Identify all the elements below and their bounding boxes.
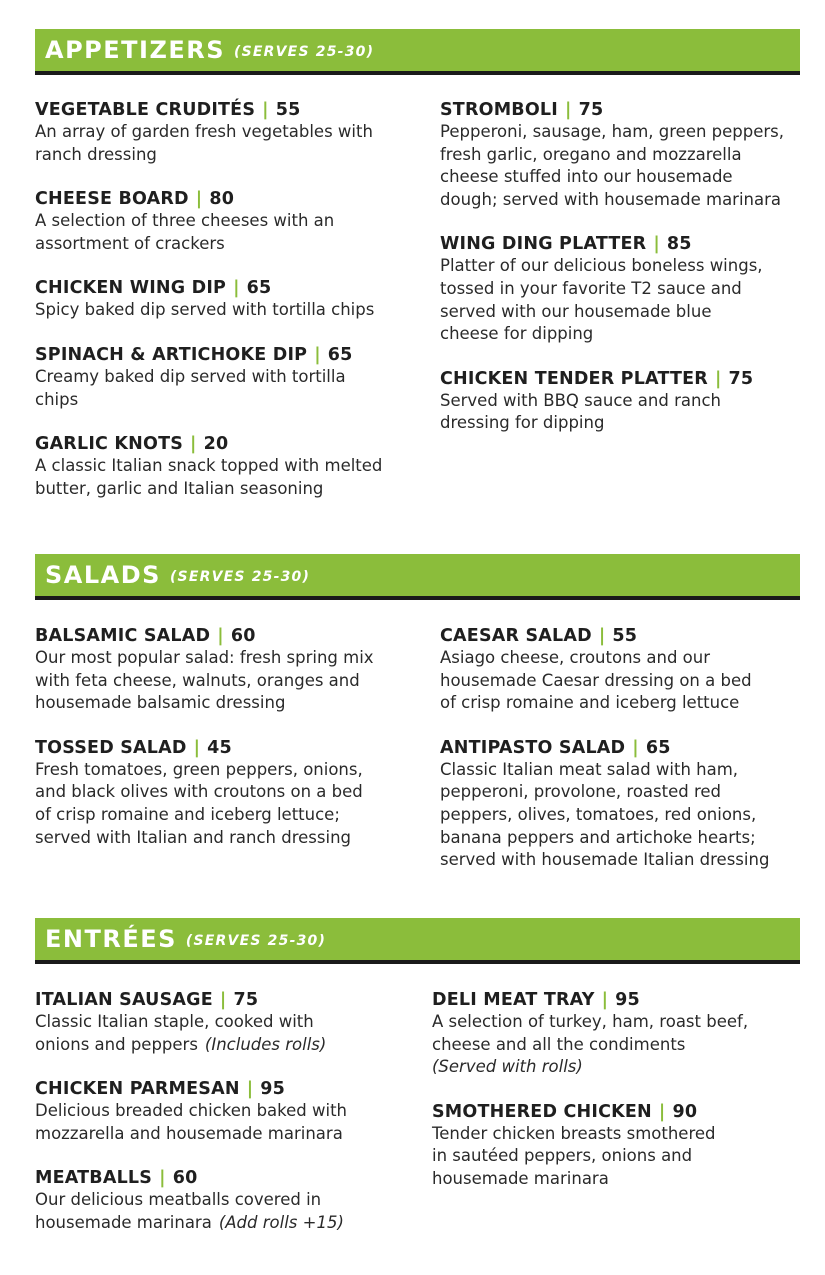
description-text: peppers, olives, tomatoes, red onions, [440, 804, 757, 824]
description-text: with feta cheese, walnuts, oranges and [35, 670, 360, 690]
salads-left-column [35, 625, 374, 871]
item-price: 45 [207, 737, 232, 758]
item-name: CHICKEN PARMESAN [35, 1079, 240, 1100]
item-description-line [35, 478, 382, 501]
description-text: and black olives with croutons on a bed [35, 782, 363, 802]
description-text: cheese stuffed into our housemade [440, 167, 733, 187]
item-note: (Includes rolls) [204, 1034, 327, 1054]
menu-item-heading [35, 99, 382, 121]
separator-bar: | [262, 100, 269, 120]
menu-item-heading [440, 625, 769, 647]
menu-item [440, 233, 784, 345]
item-description-line [440, 804, 769, 827]
salads-right-column [440, 625, 769, 894]
separator-bar: | [219, 990, 227, 1010]
description-text: Classic Italian staple, cooked with [35, 1012, 314, 1031]
item-price: 80 [209, 189, 235, 210]
separator-bar: | [314, 344, 321, 365]
separator-bar: | [601, 990, 609, 1010]
separator-bar: | [233, 278, 240, 299]
item-name: SPINACH & ARTICHOKE DIP [35, 344, 308, 365]
item-name: MEATBALLS [35, 1168, 153, 1189]
item-note: (Served with rolls) [432, 1057, 583, 1077]
item-description-line [35, 299, 382, 322]
item-description-line [35, 233, 382, 256]
item-description-line [35, 804, 374, 827]
item-description-line [35, 1034, 347, 1057]
description-text: fresh garlic, oregano and mozzarella [440, 144, 742, 164]
menu-item-heading [432, 1101, 748, 1123]
description-text: An array of garden fresh vegetables with [35, 122, 373, 141]
menu-item-heading [35, 1167, 347, 1189]
description-text: onions and peppers [35, 1034, 198, 1054]
separator-bar: | [217, 626, 224, 646]
item-price: 65 [246, 278, 272, 299]
item-name: GARLIC KNOTS [35, 434, 184, 455]
section-title: SALADS [45, 561, 161, 589]
section-subtitle: (SERVES 25-30) [234, 43, 375, 60]
description-text: A selection of three cheeses with an [35, 211, 335, 231]
menu-item [35, 188, 382, 255]
separator-bar: | [190, 434, 197, 455]
item-description-line [440, 301, 784, 324]
menu-item-heading [35, 344, 382, 366]
description-text: assortment of crackers [35, 233, 225, 253]
item-description-line [35, 210, 382, 233]
description-text: Platter of our delicious boneless wings, [440, 256, 763, 276]
section-subtitle: (SERVES 25-30) [169, 568, 311, 585]
item-description-line [432, 1034, 748, 1057]
menu-item-heading [440, 233, 784, 255]
description-text: Pepperoni, sausage, ham, green peppers, [440, 122, 785, 141]
item-description-line [440, 412, 784, 435]
description-text: served with housemade Italian dressing [440, 850, 770, 870]
item-description-line [440, 390, 784, 413]
item-name: CAESAR SALAD [440, 626, 592, 646]
item-note: (Add rolls +15) [218, 1212, 344, 1232]
item-description-line [35, 1189, 347, 1212]
description-text: pepperoni, provolone, roasted red [440, 782, 722, 802]
item-price: 20 [203, 434, 229, 455]
section-title: APPETIZERS [45, 36, 226, 64]
description-text: A selection of turkey, ham, roast beef, [432, 1012, 749, 1031]
item-description-line [440, 255, 784, 278]
separator-bar: | [653, 234, 660, 255]
description-text: dressing for dipping [440, 413, 605, 433]
item-description-line [440, 121, 784, 144]
description-text: Tender chicken breasts smothered [432, 1123, 716, 1143]
item-description-line [35, 692, 374, 715]
description-text: of crisp romaine and iceberg lettuce [440, 693, 740, 713]
item-description-line [440, 144, 784, 167]
menu-item [35, 1078, 347, 1145]
description-text: Creamy baked dip served with tortilla [35, 366, 346, 386]
menu-item [440, 99, 784, 211]
description-text: Our most popular salad: fresh spring mix [35, 648, 374, 667]
menu-item [35, 737, 374, 849]
item-price: 55 [612, 626, 638, 646]
description-text: chips [35, 389, 79, 409]
item-price: 75 [728, 368, 754, 389]
item-description-line [440, 849, 769, 872]
appetizers-right-column [440, 99, 784, 457]
entrees-right-column [432, 989, 748, 1213]
item-description-line [432, 1011, 748, 1034]
description-text: butter, garlic and Italian seasoning [35, 478, 324, 498]
description-text: Fresh tomatoes, green peppers, onions, [35, 759, 363, 779]
item-description-line [35, 647, 374, 670]
description-text: of crisp romaine and iceberg lettuce; [35, 804, 340, 824]
item-description-line [440, 278, 784, 301]
item-description-line [432, 1145, 748, 1168]
item-price: 65 [327, 344, 353, 365]
description-text: cheese for dipping [440, 324, 594, 344]
menu-item-heading [440, 99, 784, 121]
description-text: mozzarella and housemade marinara [35, 1123, 343, 1143]
item-description-line [440, 670, 769, 693]
menu-item [35, 625, 374, 715]
item-description-line [35, 389, 382, 412]
section-subtitle: (SERVES 25-30) [185, 932, 327, 949]
menu-item-heading [35, 737, 374, 759]
menu-item-heading [35, 188, 382, 210]
menu-item-heading [35, 433, 382, 455]
description-text: Asiago cheese, croutons and our [440, 648, 710, 667]
item-description-line [432, 1168, 748, 1191]
item-description-line [432, 1123, 748, 1146]
item-price: 85 [666, 234, 692, 255]
item-description-line [35, 1212, 347, 1235]
description-text: A classic Italian snack topped with melted [35, 456, 383, 476]
item-description-line [440, 781, 769, 804]
appetizers-left-column [35, 99, 382, 522]
description-text: housemade marinara [432, 1168, 609, 1188]
menu-item-heading [432, 989, 748, 1011]
item-description-line [440, 827, 769, 850]
description-text: in sautéed peppers, onions and [432, 1146, 693, 1166]
item-name: BALSAMIC SALAD [35, 626, 211, 646]
description-text: cheese and all the condiments [432, 1034, 686, 1054]
description-text: banana peppers and artichoke hearts; [440, 827, 756, 847]
salads-header [35, 554, 800, 600]
item-description-line [35, 144, 382, 167]
description-text: housemade balsamic dressing [35, 693, 286, 713]
description-text: Spicy baked dip served with tortilla chips [35, 300, 375, 320]
separator-bar: | [565, 100, 572, 120]
menu-item [35, 433, 382, 500]
description-text: Our delicious meatballs covered in [35, 1190, 322, 1210]
item-name: TOSSED SALAD [35, 737, 187, 758]
menu-item-heading [440, 368, 784, 390]
item-price: 90 [672, 1101, 698, 1122]
description-text: tossed in your favorite T2 sauce and [440, 278, 742, 298]
menu-item [35, 1167, 347, 1234]
description-text: served with our housemade blue [440, 301, 712, 321]
separator-bar: | [598, 626, 606, 646]
item-price: 95 [615, 990, 640, 1010]
item-name: CHICKEN WING DIP [35, 278, 227, 299]
menu-item [35, 989, 347, 1056]
item-description-line [35, 1011, 347, 1034]
item-price: 60 [172, 1168, 198, 1189]
item-price: 60 [230, 626, 256, 646]
menu-item-heading [35, 277, 382, 299]
item-name: ITALIAN SAUSAGE [35, 990, 213, 1010]
description-text: Served with BBQ sauce and ranch [440, 390, 721, 410]
item-price: 75 [578, 100, 604, 120]
item-description-line [35, 759, 374, 782]
item-price: 55 [275, 100, 301, 120]
item-description-line [35, 781, 374, 804]
menu-item-heading [440, 737, 769, 759]
item-name: CHICKEN TENDER PLATTER [440, 368, 708, 389]
separator-bar: | [714, 368, 722, 389]
item-description-line [440, 166, 784, 189]
description-text: Delicious breaded chicken baked with [35, 1101, 348, 1121]
section-title: ENTRÉES [45, 925, 177, 953]
description-text: ranch dressing [35, 144, 157, 164]
item-description-line [35, 670, 374, 693]
separator-bar: | [195, 189, 203, 210]
item-name: SMOTHERED CHICKEN [432, 1101, 652, 1122]
menu-item [35, 277, 382, 322]
item-price: 65 [645, 737, 671, 758]
menu-item [440, 625, 769, 715]
item-price: 75 [233, 990, 259, 1010]
item-description-line [440, 189, 784, 212]
item-name: WING DING PLATTER [440, 234, 647, 255]
item-description-line [35, 1100, 347, 1123]
menu-item-heading [35, 1078, 347, 1100]
appetizers-header [35, 29, 800, 75]
menu-item [432, 1101, 748, 1191]
item-name: CHEESE BOARD [35, 189, 189, 210]
entrees-left-column [35, 989, 347, 1257]
menu-item [440, 368, 784, 435]
separator-bar: | [193, 737, 201, 758]
separator-bar: | [246, 1079, 254, 1100]
description-text: dough; served with housemade marinara [440, 189, 782, 209]
item-name: DELI MEAT TRAY [432, 990, 595, 1010]
item-name: ANTIPASTO SALAD [440, 737, 626, 758]
item-description-line [440, 692, 769, 715]
description-text: served with Italian and ranch dressing [35, 827, 352, 847]
item-description-line [440, 759, 769, 782]
menu-item [35, 99, 382, 166]
item-description-line [35, 827, 374, 850]
item-name: STROMBOLI [440, 100, 558, 120]
item-name: VEGETABLE CRUDITÉS [35, 100, 256, 120]
description-text: Classic Italian meat salad with ham, [440, 759, 739, 779]
item-description-line [35, 121, 382, 144]
menu-item-heading [35, 989, 347, 1011]
item-description-line [35, 1123, 347, 1146]
item-description-line [440, 647, 769, 670]
separator-bar: | [159, 1168, 166, 1189]
item-price: 95 [260, 1079, 286, 1100]
entrees-header [35, 918, 800, 964]
item-description-line [35, 455, 382, 478]
menu-item-heading [35, 625, 374, 647]
item-description-line [440, 323, 784, 346]
separator-bar: | [658, 1101, 666, 1122]
menu-item [440, 737, 769, 872]
description-text: housemade marinara [35, 1212, 212, 1232]
menu-item [432, 989, 748, 1079]
menu-item [35, 344, 382, 411]
item-description-line [35, 366, 382, 389]
separator-bar: | [632, 737, 639, 758]
description-text: housemade Caesar dressing on a bed [440, 670, 752, 690]
